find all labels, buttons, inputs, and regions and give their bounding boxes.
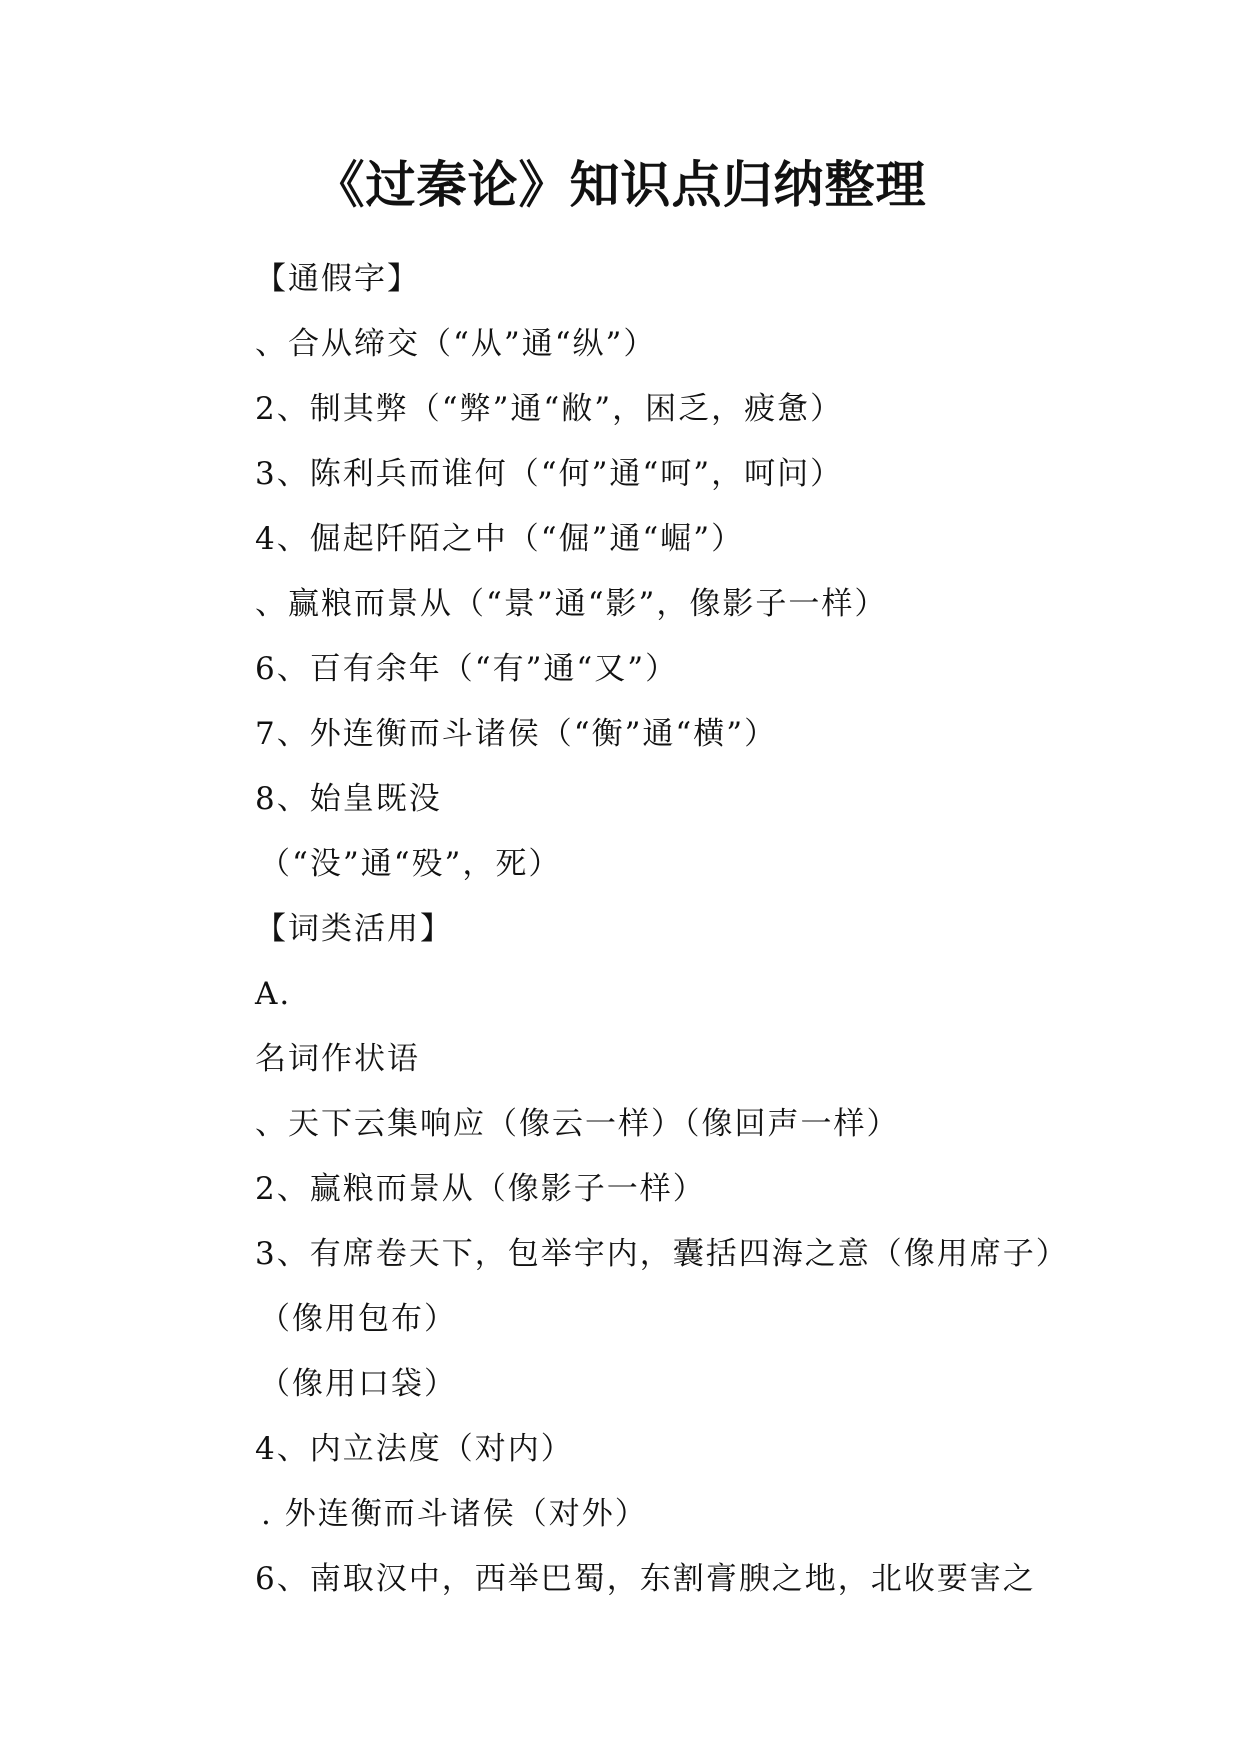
section-heading-tongjiazi: 【通假字】 (255, 261, 420, 297)
subsection-label: A. (255, 976, 292, 1012)
text-line: 7、外连衡而斗诸侯（“衡”通“横”） (255, 716, 778, 752)
subsection-heading: 名词作状语 (255, 1041, 420, 1077)
text-line: 4、倔起阡陌之中（“倔”通“崛”） (255, 521, 745, 557)
text-line: 3、有席卷天下，包举宇内，囊括四海之意（像用席子） (255, 1236, 1069, 1272)
text-line: . 外连衡而斗诸侯（对外） (261, 1496, 648, 1532)
text-line: 、赢粮而景从（“景”通“影”，像影子一样） (255, 586, 888, 622)
text-line: 2、赢粮而景从（像影子一样） (255, 1171, 706, 1207)
text-line: （“没”通“殁”，死） (259, 846, 562, 882)
text-line: 6、南取汉中，西举巴蜀，东割膏腴之地，北收要害之 (255, 1561, 1036, 1597)
text-line: 2、制其弊（“弊”通“敝”，困乏，疲惫） (255, 391, 844, 427)
text-line: 4、内立法度（对内） (255, 1431, 574, 1467)
text-line: 8、始皇既没 (255, 781, 442, 817)
text-line: 6、百有余年（“有”通“又”） (255, 651, 679, 687)
text-line: 、合从缔交（“从”通“纵”） (255, 326, 657, 362)
text-line: 3、陈利兵而谁何（“何”通“呵”，呵问） (255, 456, 844, 492)
text-line: （像用包布） (259, 1301, 457, 1337)
text-line: 、天下云集响应（像云一样）（像回声一样） (255, 1106, 900, 1142)
section-heading-cileihuoyong: 【词类活用】 (255, 911, 453, 947)
text-line: （像用口袋） (259, 1366, 457, 1402)
document-body (255, 247, 1195, 1612)
document-title: 《过秦论》知识点归纳整理 (314, 156, 927, 214)
